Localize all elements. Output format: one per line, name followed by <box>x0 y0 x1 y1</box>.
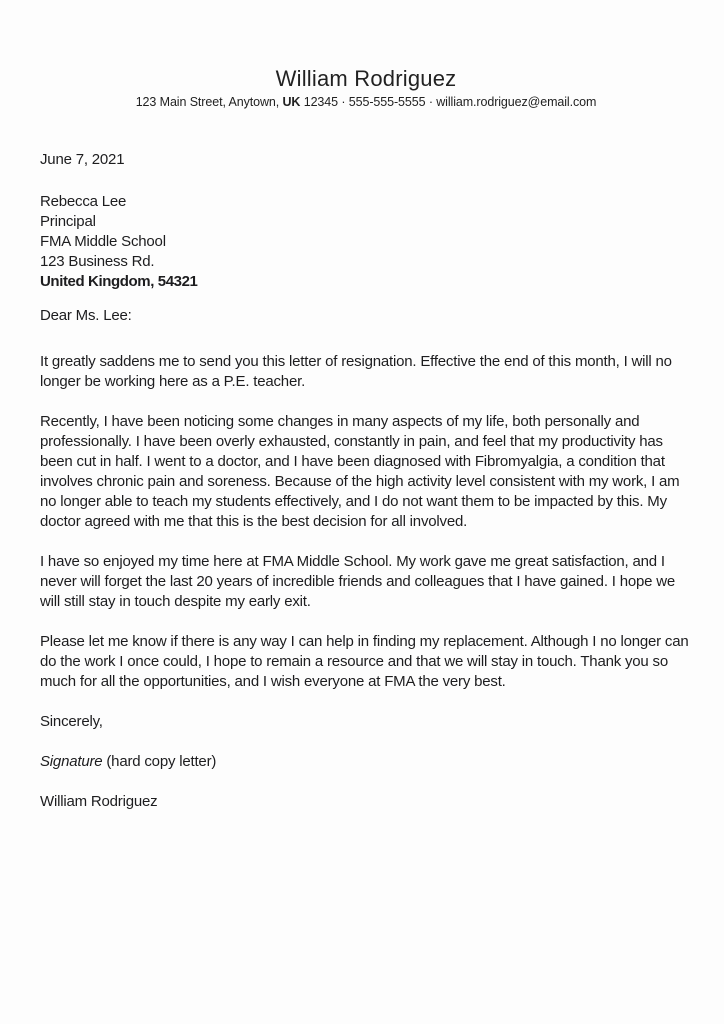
letterhead-region: UK <box>282 95 301 109</box>
letterhead-contact-line <box>40 94 692 110</box>
letter-body <box>40 150 692 812</box>
recipient-street: 123 Business Rd. <box>40 253 155 270</box>
salutation: Dear Ms. Lee: <box>40 307 132 324</box>
recipient-title: Principal <box>40 213 96 230</box>
recipient-country-postal: United Kingdom, 54321 <box>40 273 198 290</box>
body-paragraph-4: Please let me know if there is any way I can help in finding my replacement. Although I no longer can do the work I once could, I hope to remain a resource and that we will stay in touch. Thank you so much for all the opportunities, and I wish everyone at FMA the very best. <box>40 633 689 690</box>
letterhead-zip-phone-email: 12345 · 555-555-5555 · william.rodriguez@email.com <box>300 95 597 109</box>
signature-note: (hard copy letter) <box>102 753 217 770</box>
recipient-block <box>40 192 692 292</box>
signature-placeholder: Signature <box>40 753 103 770</box>
body-paragraph-3: I have so enjoyed my time here at FMA Middle School. My work gave me great satisfaction, and I never will forget the last 20 years of incredible friends and colleagues that I have gained. I hope we will still stay in touch despite my early exit. <box>40 553 676 610</box>
sign-off: Sincerely, <box>40 713 103 730</box>
typed-name: William Rodriguez <box>40 793 158 810</box>
signature-line <box>40 752 692 772</box>
body-paragraph-1: It greatly saddens me to send you this letter of resignation. Effective the end of this month, I will no longer be working here as a P.E. teacher. <box>40 353 672 390</box>
body-paragraph-2: Recently, I have been noticing some changes in many aspects of my life, both personally and professionally. I have been overly exhausted, constantly in pain, and feel that my productivity has been cut in half. I went to a doctor, and I have been diagnosed with Fibromyalgia, a condition that involves chronic pain and soreness. Because of the high activity level consistent with my work, I am no longer able to teach my students effectively, and I do not want them to be impacted by this. My doctor agreed with me that this is the best decision for all involved. <box>40 413 680 530</box>
recipient-name: Rebecca Lee <box>40 193 127 210</box>
closing-block <box>40 712 692 812</box>
letterhead-name: William Rodriguez <box>275 66 457 91</box>
recipient-organization: FMA Middle School <box>40 233 166 250</box>
date-line: June 7, 2021 <box>40 151 125 168</box>
letterhead <box>40 66 692 110</box>
letterhead-street-city: 123 Main Street, Anytown, <box>135 95 283 109</box>
